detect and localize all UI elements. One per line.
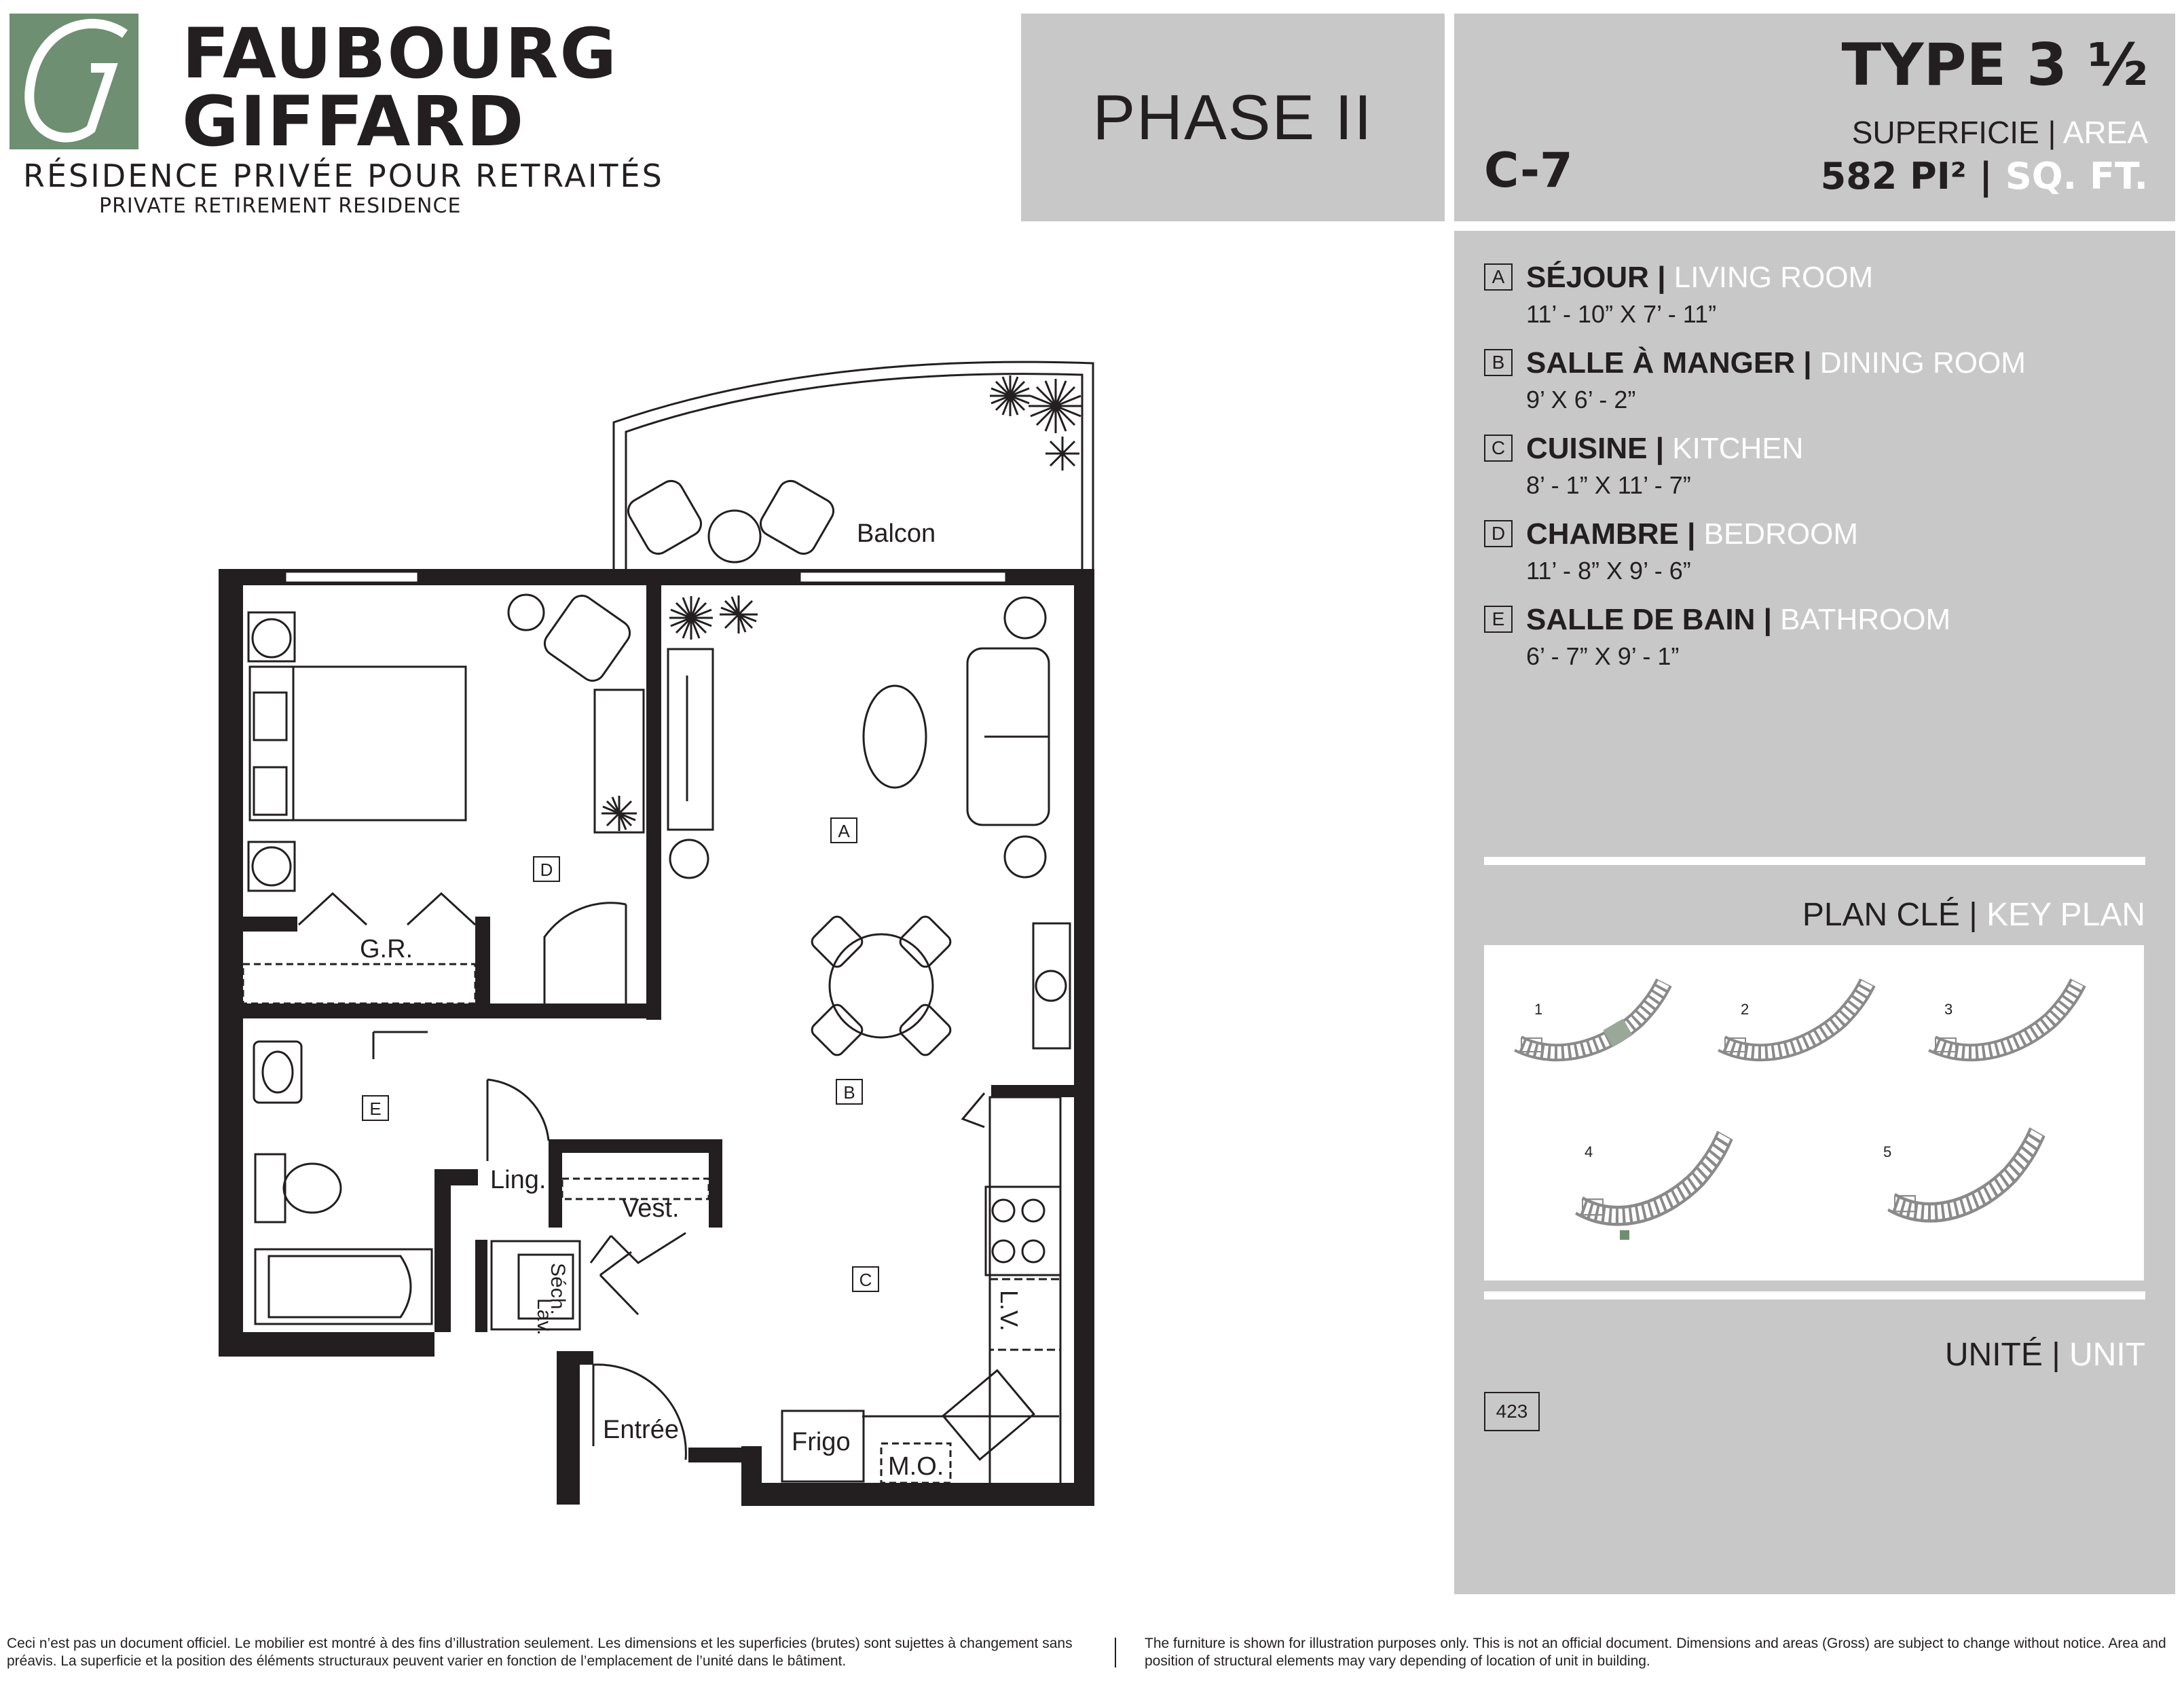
dining-chair-icon xyxy=(809,914,865,970)
bathtub-basin-icon xyxy=(269,1256,411,1317)
room-dimensions: 8’ - 1” X 11’ - 7” xyxy=(1526,471,1691,499)
room-dimensions: 6’ - 7” X 9’ - 1” xyxy=(1526,642,1680,670)
tv-unit-icon xyxy=(668,649,713,830)
dining-chair-icon xyxy=(897,1002,953,1058)
wall-ling-right xyxy=(549,1139,562,1228)
unit-type-title: TYPE 3 ½ xyxy=(1841,31,2148,99)
brand-subtitle-fr: RÉSIDENCE PRIVÉE POUR RETRAITÉS xyxy=(23,158,664,194)
area-value-separator: | xyxy=(1979,155,1993,198)
plant-icon xyxy=(1029,379,1083,433)
room-tag-c: C xyxy=(859,1270,872,1290)
room-name-fr: CUISINE xyxy=(1526,432,1648,465)
wall-bedroom-bottom xyxy=(542,1003,661,1018)
wall-right xyxy=(1074,569,1094,1506)
wall-closet-top xyxy=(243,917,297,932)
wall-entry-right xyxy=(688,1448,741,1462)
plant-icon xyxy=(1045,437,1079,471)
key-plan-floor-number: 5 xyxy=(1883,1143,1892,1160)
dining-chair-icon xyxy=(809,1002,865,1058)
toilet-tank-icon xyxy=(255,1154,285,1222)
phase-label: PHASE II xyxy=(1092,81,1373,153)
washbasin-icon xyxy=(263,1052,293,1092)
laundry-door-icon xyxy=(600,1252,638,1314)
wall-kitchen-top xyxy=(991,1085,1074,1097)
label-balcony: Balcon xyxy=(857,519,936,548)
room-letter-badge: B xyxy=(1484,349,1513,376)
towel-bar-icon xyxy=(373,1032,428,1059)
room-name-separator: | xyxy=(1655,432,1665,465)
coffee-table-icon xyxy=(864,686,926,788)
brand-name-line2: GIFFARD xyxy=(182,81,525,162)
room-name-en: LIVING ROOM xyxy=(1673,261,1874,294)
wall-bottom-left xyxy=(219,1332,434,1357)
bedroom-door-swing xyxy=(544,903,626,1003)
burner-icon xyxy=(1022,1240,1044,1262)
closet-door-icon xyxy=(299,894,475,925)
key-plan-floor-number: 3 xyxy=(1944,1001,1953,1018)
lamp-icon xyxy=(1005,597,1045,638)
room-letter-badge: C xyxy=(1484,435,1513,462)
room-name-fr: SALLE À MANGER xyxy=(1526,346,1795,380)
plant-icon xyxy=(669,596,713,640)
wall-bath-stub xyxy=(451,1169,478,1185)
pillow-icon xyxy=(254,767,286,815)
wall-entry-stub xyxy=(580,1351,593,1365)
wall-entry-left xyxy=(557,1351,580,1505)
unit-title-fr: UNITÉ xyxy=(1944,1337,2043,1373)
area-label-fr: SUPERFICIE xyxy=(1851,115,2039,150)
area-label-en: AREA xyxy=(2062,115,2148,150)
key-plan-floor-number: 1 xyxy=(1534,1001,1543,1018)
room-name-fr: SALLE DE BAIN xyxy=(1526,603,1756,636)
dining-table-icon xyxy=(830,934,933,1037)
window-bedroom xyxy=(285,572,418,583)
bathtub-icon xyxy=(255,1249,432,1324)
wall-laundry-left xyxy=(475,1240,487,1332)
walls xyxy=(219,569,1094,1506)
burner-icon xyxy=(993,1240,1014,1262)
label-linen: Ling. xyxy=(490,1166,547,1194)
dining-chair-icon xyxy=(897,914,953,970)
room-name-separator: | xyxy=(1687,517,1696,551)
key-plan-floor-number: 2 xyxy=(1741,1001,1750,1018)
room-letter-badge: A xyxy=(1484,263,1513,291)
key-plan-title-fr: PLAN CLÉ xyxy=(1802,897,1960,933)
label-vestibule: Vest. xyxy=(622,1194,680,1223)
room-name-en: BATHROOM xyxy=(1780,603,1951,636)
cooktop-icon xyxy=(986,1187,1060,1275)
wall-vest-top xyxy=(549,1139,722,1153)
footer-divider xyxy=(1115,1638,1116,1668)
vestibule-door-icon xyxy=(591,1233,686,1263)
balcony-outline xyxy=(614,362,1093,569)
area-value-fr: 582 PI² xyxy=(1820,155,1967,198)
room-name-en: KITCHEN xyxy=(1672,432,1804,465)
lamp-icon xyxy=(1036,971,1066,1001)
unit-title-separator: | xyxy=(2052,1337,2060,1373)
room-name-separator: | xyxy=(1763,603,1772,636)
wall-closet-bottom xyxy=(243,1003,542,1018)
window-living xyxy=(800,572,1006,583)
lamp-icon xyxy=(1005,836,1045,877)
room-tag-a: A xyxy=(838,821,850,841)
room-name-en: DINING ROOM xyxy=(1819,346,2026,380)
area-label-separator: | xyxy=(2048,115,2056,150)
brand-subtitle-en: PRIVATE RETIREMENT RESIDENCE xyxy=(99,194,462,218)
area-value-en: SQ. FT. xyxy=(2005,155,2148,198)
lamp-icon xyxy=(670,840,708,878)
unit-title-en: UNIT xyxy=(2069,1337,2145,1373)
room-tag-e: E xyxy=(369,1099,382,1119)
balcony-table-icon xyxy=(709,511,760,562)
label-fridge: Frigo xyxy=(792,1428,851,1456)
closet-rod-icon xyxy=(243,964,475,1003)
room-dimensions: 11’ - 10” X 7’ - 11” xyxy=(1526,300,1717,328)
room-name-fr: CHAMBRE xyxy=(1526,517,1679,551)
wall-vest-right xyxy=(709,1139,722,1228)
entry-door-swing xyxy=(593,1365,686,1460)
pillow-icon xyxy=(254,693,286,740)
label-dryer: Séch. xyxy=(547,1263,569,1315)
room-name-separator: | xyxy=(1657,261,1666,294)
plant-icon xyxy=(601,796,637,831)
plant-icon xyxy=(720,595,758,633)
bed-icon xyxy=(250,667,466,820)
lamp-icon xyxy=(508,595,544,630)
linen-door-swing xyxy=(487,1080,549,1161)
rotated-labels xyxy=(533,1263,1023,1335)
label-entrance: Entrée xyxy=(603,1416,679,1444)
room-tag-b: B xyxy=(843,1082,855,1103)
key-plan-floor-number: 4 xyxy=(1585,1143,1593,1160)
lamp-icon xyxy=(253,619,291,657)
balcony-chair-icon xyxy=(624,477,705,558)
label-microwave: M.O. xyxy=(888,1452,944,1481)
label-dishwasher: L.V. xyxy=(995,1290,1023,1331)
toilet-bowl-icon xyxy=(284,1164,341,1213)
plant-icon xyxy=(990,375,1031,416)
wall-closet-right xyxy=(475,917,490,1018)
room-letter-badge: E xyxy=(1484,606,1513,633)
disclaimer-en: The furniture is shown for illustration purposes only. This is not an official document. Dimensions and areas (Gross) are subject to change without notice. Area and position of structural elements may vary depending of location of unit in building. xyxy=(1145,1636,2166,1669)
balcony-chair-icon xyxy=(756,477,838,558)
room-dimensions: 9’ X 6’ - 2” xyxy=(1526,386,1636,413)
burner-icon xyxy=(993,1200,1014,1221)
brand-name-line1: FAUBOURG xyxy=(182,14,618,94)
room-dimensions: 11’ - 8” X 9’ - 6” xyxy=(1526,557,1691,585)
room-name-en: BEDROOM xyxy=(1703,517,1859,551)
key-plan-title-separator: | xyxy=(1969,897,1978,933)
label-washer: Lav. xyxy=(533,1298,555,1336)
unit-code: C-7 xyxy=(1484,143,1573,198)
armchair-icon xyxy=(540,591,634,685)
room-name-fr: SÉJOUR xyxy=(1526,261,1649,294)
key-plan-title-en: KEY PLAN xyxy=(1986,897,2145,933)
label-closet: G.R. xyxy=(360,935,413,963)
wall-left xyxy=(219,569,243,1357)
sink-icon xyxy=(943,1370,1034,1459)
wall-bedroom-living xyxy=(646,585,661,1020)
kitchen-door-icon xyxy=(963,1093,984,1127)
wall-bottom-stub xyxy=(741,1446,762,1506)
wall-bath-right xyxy=(434,1169,451,1332)
sideboard-icon xyxy=(1033,923,1070,1048)
unit-number-badge: 423 xyxy=(1484,1392,1540,1431)
burner-icon xyxy=(1022,1200,1044,1221)
nightstand-icon xyxy=(248,842,295,891)
room-tag-d: D xyxy=(540,860,553,880)
room-letter-badge: D xyxy=(1484,520,1513,547)
disclaimer-fr: Ceci n’est pas un document officiel. Le mobilier est montré à des fins d’illustration seulement. Les dimensions et les superficies (brutes) sont sujettes à changement sans préavis. La superficie et la position des éléments structuraux peuvent varier en fonction de l’emplacement de l’unité dans le bâtiment. xyxy=(7,1636,1073,1669)
room-name-separator: | xyxy=(1803,346,1812,380)
lamp-icon xyxy=(253,847,291,885)
